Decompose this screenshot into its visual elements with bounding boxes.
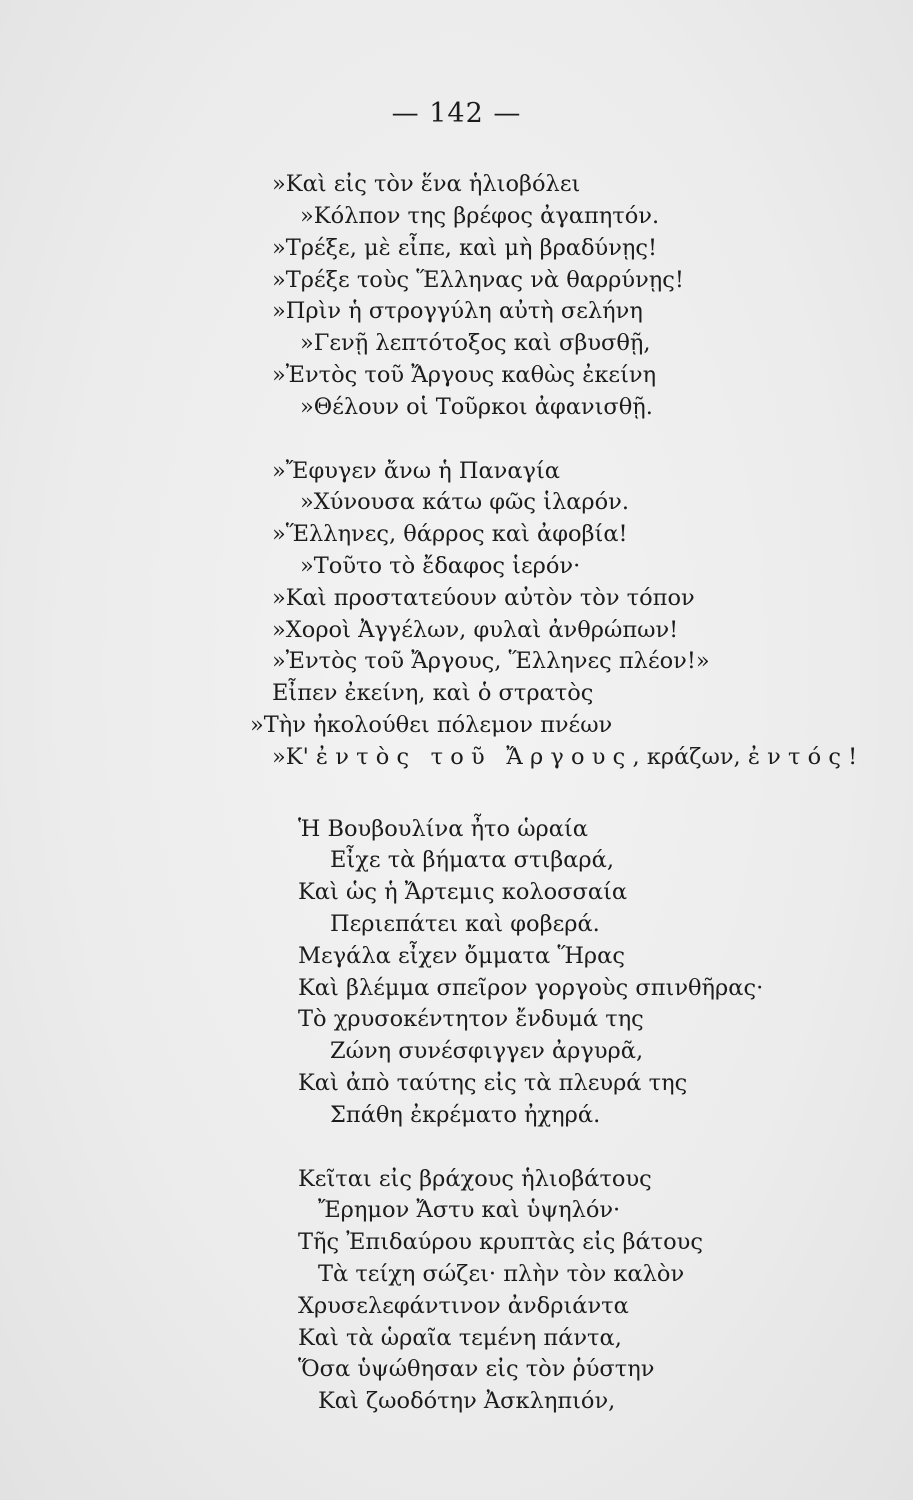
poem-line: »Χύνουσα κάτω φῶς ἱλαρόν. xyxy=(300,489,630,515)
poem-line: »Τρέξε τοὺς Ἕλληνας νὰ θαρρύνῃς! xyxy=(272,267,684,293)
poem-line: »Θέλουν οἱ Τοῦρκοι ἀφανισθῇ. xyxy=(300,394,653,420)
poem-line: Κεῖται εἰς βράχους ἡλιοβάτους xyxy=(298,1166,652,1192)
poem-line: Καὶ βλέμμα σπεῖρον γοργοὺς σπινθῆρας· xyxy=(298,975,764,1001)
poem-line-spaced xyxy=(272,746,864,769)
poem-line: Τῆς Ἐπιδαύρου κρυπτὰς εἰς βάτους xyxy=(298,1229,703,1255)
poem-line: »Ἔφυγεν ἄνω ἡ Παναγία xyxy=(272,458,560,484)
poem-line: Εἶχε τὰ βήματα στιβαρά, xyxy=(330,847,614,873)
poem-line: Χρυσελεφάντινον ἀνδριάντα xyxy=(298,1293,629,1319)
poem-line: »Καὶ προστατεύουν αὐτὸν τὸν τόπον xyxy=(272,585,695,611)
poem-line: »Καὶ εἰς τὸν ἕνα ἡλιοβόλει xyxy=(272,171,581,197)
poem-line: Ζώνη συνέσφιγγεν ἀργυρᾶ, xyxy=(330,1038,644,1064)
poem-line: Καὶ ἀπὸ ταύτης εἰς τὰ πλευρά της xyxy=(298,1070,688,1096)
poem-line: Καὶ ζωοδότην Ἀσκληπιόν, xyxy=(318,1388,616,1414)
spaced-phrase: ἐντὸς τοῦ Ἄργους, xyxy=(315,744,647,770)
poem-line: »Τρέξε, μὲ εἶπε, καὶ μὴ βραδύνῃς! xyxy=(272,235,658,261)
poem-line: Ἡ Βουβουλίνα ἦτο ὡραία xyxy=(298,816,588,842)
poem-line: »Χοροὶ Ἀγγέλων, φυλαὶ ἀνθρώπων! xyxy=(272,617,679,643)
poem-line: »Πρὶν ἡ στρογγύλη αὐτὴ σελήνη xyxy=(272,298,643,324)
poem-line: Καὶ ὡς ἡ Ἄρτεμις κολοσσαία xyxy=(298,879,628,905)
poem-line: Ὅσα ὑψώθησαν εἰς τὸν ῥύστην xyxy=(298,1356,655,1382)
line-middle: κράζων, xyxy=(646,744,748,770)
poem-line: »Ἐντὸς τοῦ Ἄργους, Ἕλληνες πλέον!» xyxy=(272,648,710,674)
poem-line: Εἶπεν ἐκείνη, καὶ ὁ στρατὸς xyxy=(272,680,594,706)
poem-line: »Ἕλληνες, θάρρος καὶ ἀφοβία! xyxy=(272,521,628,547)
poem-line: Περιεπάτει καὶ φοβερά. xyxy=(330,911,600,937)
poem-line: »Κόλπον της βρέφος ἀγαπητόν. xyxy=(300,203,660,229)
poem-line: Τὸ χρυσοκέντητον ἔνδυμά της xyxy=(298,1006,644,1032)
spaced-phrase: ἐντός! xyxy=(747,744,865,770)
page-number: — 142 — xyxy=(391,98,522,129)
poem-line: Καὶ τὰ ὡραῖα τεμένη πάντα, xyxy=(298,1325,622,1351)
poem-line: »Γενῇ λεπτότοξος καὶ σβυσθῇ, xyxy=(300,330,651,356)
poem-line: »Τὴν ἠκολούθει πόλεμον πνέων xyxy=(250,712,613,738)
poem-line: »Τοῦτο τὸ ἔδαφος ἱερόν· xyxy=(300,553,581,579)
poem-line: Σπάθη ἐκρέματο ἠχηρά. xyxy=(330,1102,601,1128)
poem-line: Ἔρημον Ἄστυ καὶ ὑψηλόν· xyxy=(318,1197,621,1223)
poem-line: Τὰ τείχη σώζει· πλὴν τὸν καλὸν xyxy=(318,1261,685,1287)
line-prefix: »Κ' xyxy=(272,744,316,770)
poem-line: Μεγάλα εἶχεν ὄμματα Ἥρας xyxy=(298,943,625,969)
poem-line: »Ἐντὸς τοῦ Ἄργους καθὼς ἐκείνη xyxy=(272,362,657,388)
